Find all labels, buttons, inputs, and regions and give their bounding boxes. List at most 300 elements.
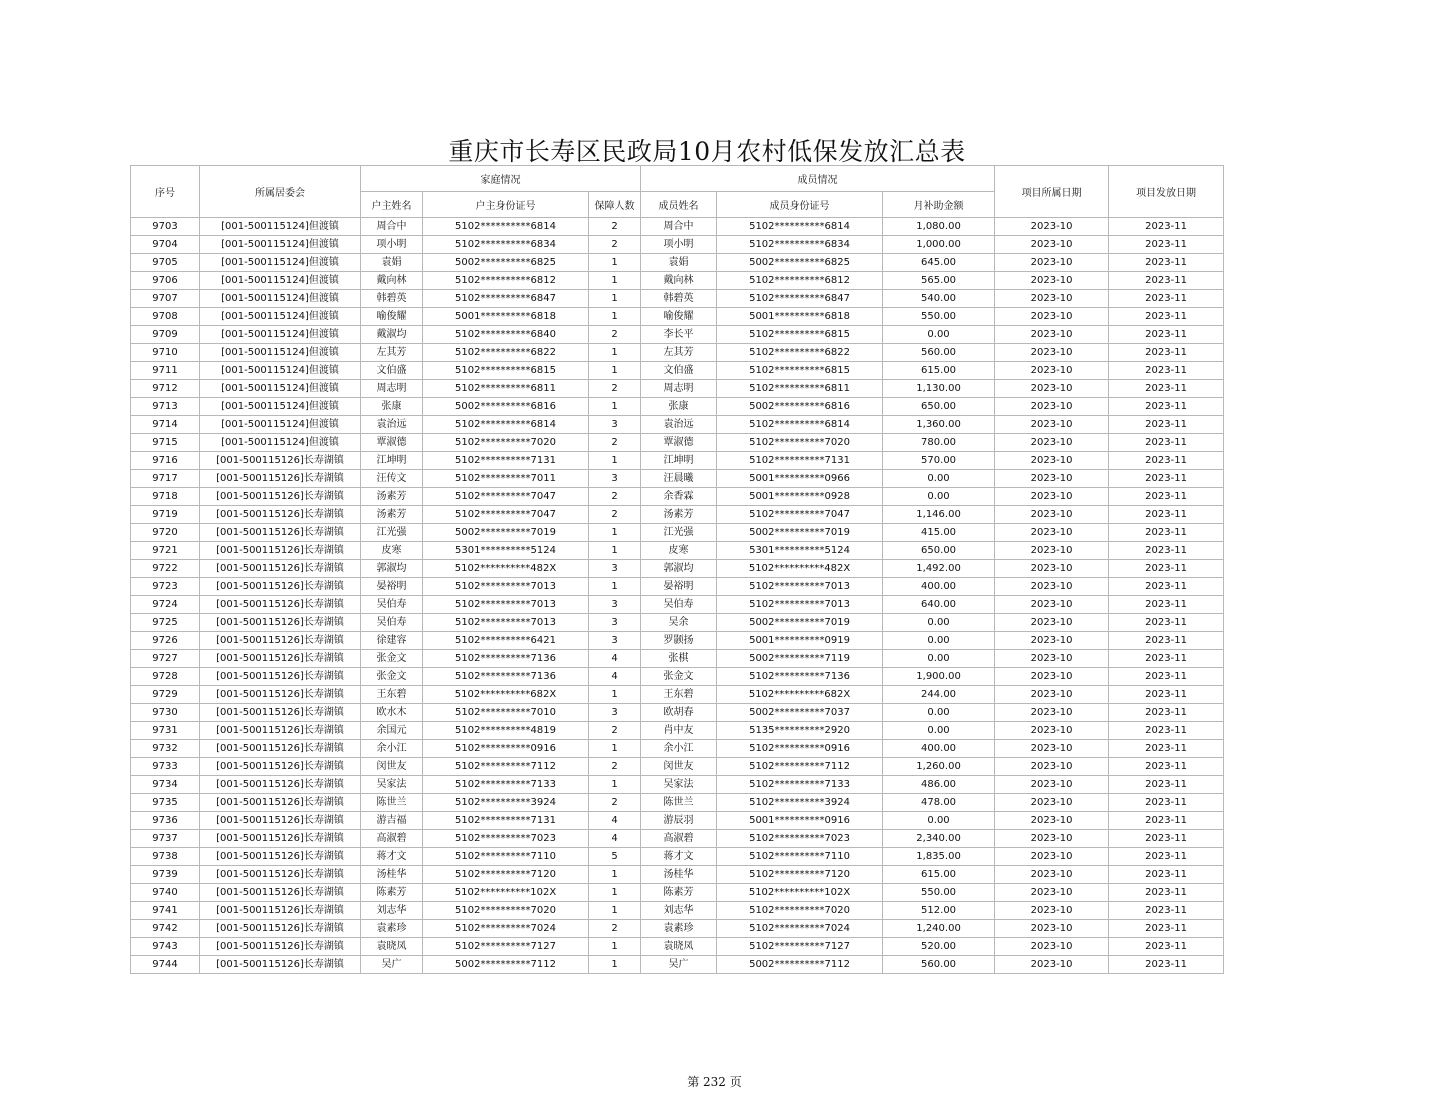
committee-cell: [001-500115126]长寿湖镇 bbox=[200, 848, 361, 866]
member-name-cell: 蒋才文 bbox=[641, 848, 717, 866]
table-row bbox=[131, 272, 1224, 290]
member-id-cell: 5102**********6815 bbox=[717, 326, 883, 344]
member-id-cell: 5102**********682X bbox=[717, 686, 883, 704]
table-row bbox=[131, 758, 1224, 776]
member-name-cell: 汤素芳 bbox=[641, 506, 717, 524]
member-name-cell: 吴家法 bbox=[641, 776, 717, 794]
covered-count-cell: 4 bbox=[589, 830, 641, 848]
issue-date-cell: 2023-11 bbox=[1109, 560, 1224, 578]
committee-cell: [001-500115126]长寿湖镇 bbox=[200, 776, 361, 794]
project-period-cell: 2023-10 bbox=[995, 452, 1109, 470]
seq-cell: 9713 bbox=[131, 398, 200, 416]
head-id-cell: 5102**********6814 bbox=[423, 416, 589, 434]
header-family-group: 家庭情况 bbox=[361, 166, 641, 192]
covered-count-cell: 2 bbox=[589, 326, 641, 344]
committee-cell: [001-500115124]但渡镇 bbox=[200, 272, 361, 290]
subsidy-cell: 1,360.00 bbox=[883, 416, 995, 434]
covered-count-cell: 1 bbox=[589, 578, 641, 596]
seq-cell: 9740 bbox=[131, 884, 200, 902]
table-row bbox=[131, 884, 1224, 902]
head-name-cell: 周志明 bbox=[361, 380, 423, 398]
head-id-cell: 5102**********7136 bbox=[423, 650, 589, 668]
issue-date-cell: 2023-11 bbox=[1109, 884, 1224, 902]
covered-count-cell: 3 bbox=[589, 416, 641, 434]
head-id-cell: 5102**********6811 bbox=[423, 380, 589, 398]
header-head-id: 户主身份证号 bbox=[423, 192, 589, 218]
head-name-cell: 游吉福 bbox=[361, 812, 423, 830]
committee-cell: [001-500115126]长寿湖镇 bbox=[200, 614, 361, 632]
committee-cell: [001-500115126]长寿湖镇 bbox=[200, 884, 361, 902]
member-name-cell: 韩碧英 bbox=[641, 290, 717, 308]
head-id-cell: 5102**********7013 bbox=[423, 614, 589, 632]
table-row bbox=[131, 344, 1224, 362]
project-period-cell: 2023-10 bbox=[995, 524, 1109, 542]
header-issue-date: 项目发放日期 bbox=[1109, 166, 1224, 218]
member-id-cell: 5102**********6812 bbox=[717, 272, 883, 290]
covered-count-cell: 2 bbox=[589, 236, 641, 254]
subsidy-cell: 1,260.00 bbox=[883, 758, 995, 776]
subsidy-cell: 415.00 bbox=[883, 524, 995, 542]
member-id-cell: 5102**********0916 bbox=[717, 740, 883, 758]
covered-count-cell: 1 bbox=[589, 902, 641, 920]
committee-cell: [001-500115126]长寿湖镇 bbox=[200, 938, 361, 956]
seq-cell: 9742 bbox=[131, 920, 200, 938]
issue-date-cell: 2023-11 bbox=[1109, 218, 1224, 236]
head-id-cell: 5102**********7136 bbox=[423, 668, 589, 686]
member-name-cell: 高淑碧 bbox=[641, 830, 717, 848]
table-row bbox=[131, 956, 1224, 974]
subsidy-cell: 645.00 bbox=[883, 254, 995, 272]
member-id-cell: 5001**********0966 bbox=[717, 470, 883, 488]
covered-count-cell: 3 bbox=[589, 596, 641, 614]
covered-count-cell: 1 bbox=[589, 740, 641, 758]
seq-cell: 9722 bbox=[131, 560, 200, 578]
subsidy-cell: 1,080.00 bbox=[883, 218, 995, 236]
head-name-cell: 汤桂华 bbox=[361, 866, 423, 884]
head-id-cell: 5102**********0916 bbox=[423, 740, 589, 758]
member-id-cell: 5102**********7110 bbox=[717, 848, 883, 866]
header-seq: 序号 bbox=[131, 166, 200, 218]
head-name-cell: 项小明 bbox=[361, 236, 423, 254]
table-row bbox=[131, 434, 1224, 452]
member-id-cell: 5102**********6811 bbox=[717, 380, 883, 398]
subsidy-cell: 0.00 bbox=[883, 488, 995, 506]
member-name-cell: 王东碧 bbox=[641, 686, 717, 704]
member-name-cell: 汪晨曦 bbox=[641, 470, 717, 488]
head-id-cell: 5002**********7019 bbox=[423, 524, 589, 542]
head-name-cell: 闵世友 bbox=[361, 758, 423, 776]
table-row bbox=[131, 830, 1224, 848]
covered-count-cell: 1 bbox=[589, 272, 641, 290]
table-row bbox=[131, 596, 1224, 614]
table-body bbox=[131, 218, 1224, 974]
head-id-cell: 5102**********7013 bbox=[423, 596, 589, 614]
member-name-cell: 吴余 bbox=[641, 614, 717, 632]
project-period-cell: 2023-10 bbox=[995, 902, 1109, 920]
member-id-cell: 5102**********7023 bbox=[717, 830, 883, 848]
committee-cell: [001-500115124]但渡镇 bbox=[200, 254, 361, 272]
committee-cell: [001-500115126]长寿湖镇 bbox=[200, 920, 361, 938]
project-period-cell: 2023-10 bbox=[995, 740, 1109, 758]
subsidy-cell: 650.00 bbox=[883, 542, 995, 560]
table-row bbox=[131, 740, 1224, 758]
issue-date-cell: 2023-11 bbox=[1109, 794, 1224, 812]
issue-date-cell: 2023-11 bbox=[1109, 686, 1224, 704]
member-id-cell: 5002**********7019 bbox=[717, 524, 883, 542]
issue-date-cell: 2023-11 bbox=[1109, 524, 1224, 542]
header-covered-count: 保障人数 bbox=[589, 192, 641, 218]
subsidy-cell: 1,835.00 bbox=[883, 848, 995, 866]
table-row bbox=[131, 452, 1224, 470]
head-name-cell: 陈素芳 bbox=[361, 884, 423, 902]
head-name-cell: 余国元 bbox=[361, 722, 423, 740]
covered-count-cell: 4 bbox=[589, 650, 641, 668]
covered-count-cell: 1 bbox=[589, 290, 641, 308]
member-name-cell: 陈世兰 bbox=[641, 794, 717, 812]
seq-cell: 9718 bbox=[131, 488, 200, 506]
subsidy-cell: 520.00 bbox=[883, 938, 995, 956]
head-id-cell: 5102**********102X bbox=[423, 884, 589, 902]
member-id-cell: 5001**********6818 bbox=[717, 308, 883, 326]
head-name-cell: 吴伯寿 bbox=[361, 614, 423, 632]
member-name-cell: 余香霖 bbox=[641, 488, 717, 506]
subsidy-cell: 486.00 bbox=[883, 776, 995, 794]
project-period-cell: 2023-10 bbox=[995, 560, 1109, 578]
committee-cell: [001-500115124]但渡镇 bbox=[200, 308, 361, 326]
project-period-cell: 2023-10 bbox=[995, 794, 1109, 812]
table-row bbox=[131, 614, 1224, 632]
project-period-cell: 2023-10 bbox=[995, 308, 1109, 326]
issue-date-cell: 2023-11 bbox=[1109, 668, 1224, 686]
head-name-cell: 汤素芳 bbox=[361, 506, 423, 524]
member-id-cell: 5102**********7133 bbox=[717, 776, 883, 794]
table-row bbox=[131, 902, 1224, 920]
subsidy-cell: 1,240.00 bbox=[883, 920, 995, 938]
member-id-cell: 5102**********482X bbox=[717, 560, 883, 578]
subsidy-cell: 540.00 bbox=[883, 290, 995, 308]
member-name-cell: 覃淑德 bbox=[641, 434, 717, 452]
table-row bbox=[131, 848, 1224, 866]
covered-count-cell: 2 bbox=[589, 218, 641, 236]
subsidy-table bbox=[130, 165, 1224, 974]
subsidy-cell: 570.00 bbox=[883, 452, 995, 470]
issue-date-cell: 2023-11 bbox=[1109, 596, 1224, 614]
issue-date-cell: 2023-11 bbox=[1109, 848, 1224, 866]
covered-count-cell: 1 bbox=[589, 542, 641, 560]
page-number: 第 232 页 bbox=[687, 1075, 742, 1089]
head-name-cell: 左其芳 bbox=[361, 344, 423, 362]
project-period-cell: 2023-10 bbox=[995, 506, 1109, 524]
committee-cell: [001-500115126]长寿湖镇 bbox=[200, 470, 361, 488]
head-id-cell: 5102**********7110 bbox=[423, 848, 589, 866]
member-name-cell: 江光强 bbox=[641, 524, 717, 542]
covered-count-cell: 1 bbox=[589, 254, 641, 272]
project-period-cell: 2023-10 bbox=[995, 578, 1109, 596]
head-name-cell: 吴家法 bbox=[361, 776, 423, 794]
seq-cell: 9741 bbox=[131, 902, 200, 920]
project-period-cell: 2023-10 bbox=[995, 470, 1109, 488]
issue-date-cell: 2023-11 bbox=[1109, 776, 1224, 794]
subsidy-cell: 1,900.00 bbox=[883, 668, 995, 686]
project-period-cell: 2023-10 bbox=[995, 920, 1109, 938]
member-id-cell: 5102**********7020 bbox=[717, 902, 883, 920]
head-name-cell: 郭淑均 bbox=[361, 560, 423, 578]
head-id-cell: 5002**********7112 bbox=[423, 956, 589, 974]
member-name-cell: 张棋 bbox=[641, 650, 717, 668]
committee-cell: [001-500115126]长寿湖镇 bbox=[200, 524, 361, 542]
member-name-cell: 陈素芳 bbox=[641, 884, 717, 902]
subsidy-cell: 650.00 bbox=[883, 398, 995, 416]
member-name-cell: 汤桂华 bbox=[641, 866, 717, 884]
subsidy-cell: 1,146.00 bbox=[883, 506, 995, 524]
member-id-cell: 5002**********7119 bbox=[717, 650, 883, 668]
covered-count-cell: 1 bbox=[589, 452, 641, 470]
covered-count-cell: 2 bbox=[589, 380, 641, 398]
member-id-cell: 5102**********7112 bbox=[717, 758, 883, 776]
table-row bbox=[131, 542, 1224, 560]
covered-count-cell: 2 bbox=[589, 488, 641, 506]
member-name-cell: 周志明 bbox=[641, 380, 717, 398]
member-name-cell: 戴向林 bbox=[641, 272, 717, 290]
page-title: 重庆市长寿区民政局10月农村低保发放汇总表 bbox=[448, 137, 966, 166]
issue-date-cell: 2023-11 bbox=[1109, 704, 1224, 722]
head-id-cell: 5102**********682X bbox=[423, 686, 589, 704]
head-name-cell: 吴广 bbox=[361, 956, 423, 974]
committee-cell: [001-500115126]长寿湖镇 bbox=[200, 578, 361, 596]
seq-cell: 9711 bbox=[131, 362, 200, 380]
seq-cell: 9709 bbox=[131, 326, 200, 344]
issue-date-cell: 2023-11 bbox=[1109, 614, 1224, 632]
covered-count-cell: 1 bbox=[589, 524, 641, 542]
head-id-cell: 5102**********6815 bbox=[423, 362, 589, 380]
covered-count-cell: 3 bbox=[589, 560, 641, 578]
member-name-cell: 郭淑均 bbox=[641, 560, 717, 578]
committee-cell: [001-500115126]长寿湖镇 bbox=[200, 812, 361, 830]
member-name-cell: 游辰羽 bbox=[641, 812, 717, 830]
member-name-cell: 袁娟 bbox=[641, 254, 717, 272]
head-id-cell: 5102**********7047 bbox=[423, 506, 589, 524]
issue-date-cell: 2023-11 bbox=[1109, 920, 1224, 938]
committee-cell: [001-500115124]但渡镇 bbox=[200, 362, 361, 380]
project-period-cell: 2023-10 bbox=[995, 614, 1109, 632]
project-period-cell: 2023-10 bbox=[995, 344, 1109, 362]
seq-cell: 9735 bbox=[131, 794, 200, 812]
subsidy-cell: 0.00 bbox=[883, 704, 995, 722]
project-period-cell: 2023-10 bbox=[995, 596, 1109, 614]
committee-cell: [001-500115124]但渡镇 bbox=[200, 326, 361, 344]
committee-cell: [001-500115126]长寿湖镇 bbox=[200, 740, 361, 758]
head-id-cell: 5102**********6834 bbox=[423, 236, 589, 254]
issue-date-cell: 2023-11 bbox=[1109, 956, 1224, 974]
subsidy-cell: 1,130.00 bbox=[883, 380, 995, 398]
head-name-cell: 袁治远 bbox=[361, 416, 423, 434]
head-id-cell: 5102**********482X bbox=[423, 560, 589, 578]
table-row bbox=[131, 920, 1224, 938]
issue-date-cell: 2023-11 bbox=[1109, 380, 1224, 398]
member-id-cell: 5102**********7127 bbox=[717, 938, 883, 956]
covered-count-cell: 3 bbox=[589, 704, 641, 722]
seq-cell: 9705 bbox=[131, 254, 200, 272]
seq-cell: 9704 bbox=[131, 236, 200, 254]
member-id-cell: 5135**********2920 bbox=[717, 722, 883, 740]
covered-count-cell: 1 bbox=[589, 866, 641, 884]
head-name-cell: 张金文 bbox=[361, 668, 423, 686]
project-period-cell: 2023-10 bbox=[995, 812, 1109, 830]
committee-cell: [001-500115126]长寿湖镇 bbox=[200, 866, 361, 884]
member-id-cell: 5102**********7013 bbox=[717, 596, 883, 614]
committee-cell: [001-500115126]长寿湖镇 bbox=[200, 722, 361, 740]
table-row bbox=[131, 308, 1224, 326]
seq-cell: 9720 bbox=[131, 524, 200, 542]
covered-count-cell: 2 bbox=[589, 722, 641, 740]
subsidy-cell: 400.00 bbox=[883, 578, 995, 596]
project-period-cell: 2023-10 bbox=[995, 632, 1109, 650]
committee-cell: [001-500115124]但渡镇 bbox=[200, 380, 361, 398]
covered-count-cell: 2 bbox=[589, 758, 641, 776]
table-row bbox=[131, 326, 1224, 344]
issue-date-cell: 2023-11 bbox=[1109, 506, 1224, 524]
project-period-cell: 2023-10 bbox=[995, 830, 1109, 848]
member-id-cell: 5102**********3924 bbox=[717, 794, 883, 812]
member-name-cell: 张金文 bbox=[641, 668, 717, 686]
member-name-cell: 文伯盛 bbox=[641, 362, 717, 380]
project-period-cell: 2023-10 bbox=[995, 956, 1109, 974]
subsidy-cell: 400.00 bbox=[883, 740, 995, 758]
committee-cell: [001-500115126]长寿湖镇 bbox=[200, 560, 361, 578]
head-id-cell: 5102**********7127 bbox=[423, 938, 589, 956]
head-name-cell: 韩碧英 bbox=[361, 290, 423, 308]
head-name-cell: 汤素芳 bbox=[361, 488, 423, 506]
seq-cell: 9739 bbox=[131, 866, 200, 884]
header-project-period: 项目所属日期 bbox=[995, 166, 1109, 218]
issue-date-cell: 2023-11 bbox=[1109, 344, 1224, 362]
issue-date-cell: 2023-11 bbox=[1109, 362, 1224, 380]
head-id-cell: 5001**********6818 bbox=[423, 308, 589, 326]
subsidy-cell: 0.00 bbox=[883, 326, 995, 344]
table-row bbox=[131, 668, 1224, 686]
project-period-cell: 2023-10 bbox=[995, 542, 1109, 560]
committee-cell: [001-500115124]但渡镇 bbox=[200, 344, 361, 362]
subsidy-cell: 0.00 bbox=[883, 632, 995, 650]
issue-date-cell: 2023-11 bbox=[1109, 830, 1224, 848]
head-name-cell: 戴向林 bbox=[361, 272, 423, 290]
head-name-cell: 袁娟 bbox=[361, 254, 423, 272]
head-name-cell: 欧水木 bbox=[361, 704, 423, 722]
member-id-cell: 5002**********7019 bbox=[717, 614, 883, 632]
issue-date-cell: 2023-11 bbox=[1109, 488, 1224, 506]
issue-date-cell: 2023-11 bbox=[1109, 722, 1224, 740]
committee-cell: [001-500115124]但渡镇 bbox=[200, 398, 361, 416]
committee-cell: [001-500115126]长寿湖镇 bbox=[200, 650, 361, 668]
seq-cell: 9703 bbox=[131, 218, 200, 236]
committee-cell: [001-500115126]长寿湖镇 bbox=[200, 830, 361, 848]
subsidy-cell: 780.00 bbox=[883, 434, 995, 452]
member-name-cell: 罗颢扬 bbox=[641, 632, 717, 650]
head-id-cell: 5102**********6847 bbox=[423, 290, 589, 308]
member-name-cell: 江坤明 bbox=[641, 452, 717, 470]
head-id-cell: 5102**********6421 bbox=[423, 632, 589, 650]
table-row bbox=[131, 380, 1224, 398]
head-name-cell: 王东碧 bbox=[361, 686, 423, 704]
subsidy-cell: 615.00 bbox=[883, 866, 995, 884]
project-period-cell: 2023-10 bbox=[995, 722, 1109, 740]
committee-cell: [001-500115126]长寿湖镇 bbox=[200, 794, 361, 812]
member-id-cell: 5102**********7047 bbox=[717, 506, 883, 524]
header-member-id: 成员身份证号 bbox=[717, 192, 883, 218]
subsidy-cell: 560.00 bbox=[883, 344, 995, 362]
table-row bbox=[131, 488, 1224, 506]
member-name-cell: 项小明 bbox=[641, 236, 717, 254]
member-id-cell: 5102**********6822 bbox=[717, 344, 883, 362]
committee-cell: [001-500115126]长寿湖镇 bbox=[200, 596, 361, 614]
member-name-cell: 晏裕明 bbox=[641, 578, 717, 596]
subsidy-cell: 550.00 bbox=[883, 884, 995, 902]
seq-cell: 9726 bbox=[131, 632, 200, 650]
covered-count-cell: 4 bbox=[589, 668, 641, 686]
head-name-cell: 袁素珍 bbox=[361, 920, 423, 938]
subsidy-cell: 640.00 bbox=[883, 596, 995, 614]
table-row bbox=[131, 704, 1224, 722]
head-name-cell: 徐建容 bbox=[361, 632, 423, 650]
head-id-cell: 5102**********6840 bbox=[423, 326, 589, 344]
head-id-cell: 5102**********7047 bbox=[423, 488, 589, 506]
head-id-cell: 5102**********7024 bbox=[423, 920, 589, 938]
covered-count-cell: 1 bbox=[589, 344, 641, 362]
seq-cell: 9732 bbox=[131, 740, 200, 758]
seq-cell: 9729 bbox=[131, 686, 200, 704]
table-row bbox=[131, 506, 1224, 524]
seq-cell: 9721 bbox=[131, 542, 200, 560]
table-row bbox=[131, 398, 1224, 416]
issue-date-cell: 2023-11 bbox=[1109, 902, 1224, 920]
table-row bbox=[131, 362, 1224, 380]
table-row bbox=[131, 416, 1224, 434]
member-name-cell: 余小江 bbox=[641, 740, 717, 758]
project-period-cell: 2023-10 bbox=[995, 380, 1109, 398]
project-period-cell: 2023-10 bbox=[995, 218, 1109, 236]
head-name-cell: 刘志华 bbox=[361, 902, 423, 920]
subsidy-cell: 615.00 bbox=[883, 362, 995, 380]
project-period-cell: 2023-10 bbox=[995, 272, 1109, 290]
member-id-cell: 5102**********6815 bbox=[717, 362, 883, 380]
covered-count-cell: 3 bbox=[589, 614, 641, 632]
committee-cell: [001-500115126]长寿湖镇 bbox=[200, 632, 361, 650]
head-name-cell: 周合中 bbox=[361, 218, 423, 236]
seq-cell: 9733 bbox=[131, 758, 200, 776]
member-id-cell: 5102**********6814 bbox=[717, 218, 883, 236]
member-id-cell: 5002**********7037 bbox=[717, 704, 883, 722]
head-name-cell: 江坤明 bbox=[361, 452, 423, 470]
covered-count-cell: 3 bbox=[589, 470, 641, 488]
head-name-cell: 吴伯寿 bbox=[361, 596, 423, 614]
issue-date-cell: 2023-11 bbox=[1109, 308, 1224, 326]
covered-count-cell: 1 bbox=[589, 308, 641, 326]
seq-cell: 9744 bbox=[131, 956, 200, 974]
table-header bbox=[131, 166, 1224, 218]
head-name-cell: 高淑碧 bbox=[361, 830, 423, 848]
table-row bbox=[131, 578, 1224, 596]
member-name-cell: 周合中 bbox=[641, 218, 717, 236]
member-name-cell: 闵世友 bbox=[641, 758, 717, 776]
head-name-cell: 喻俊耀 bbox=[361, 308, 423, 326]
member-id-cell: 5001**********0919 bbox=[717, 632, 883, 650]
header-committee: 所属居委会 bbox=[200, 166, 361, 218]
subsidy-cell: 560.00 bbox=[883, 956, 995, 974]
member-id-cell: 5002**********6825 bbox=[717, 254, 883, 272]
head-name-cell: 蒋才文 bbox=[361, 848, 423, 866]
seq-cell: 9714 bbox=[131, 416, 200, 434]
project-period-cell: 2023-10 bbox=[995, 686, 1109, 704]
